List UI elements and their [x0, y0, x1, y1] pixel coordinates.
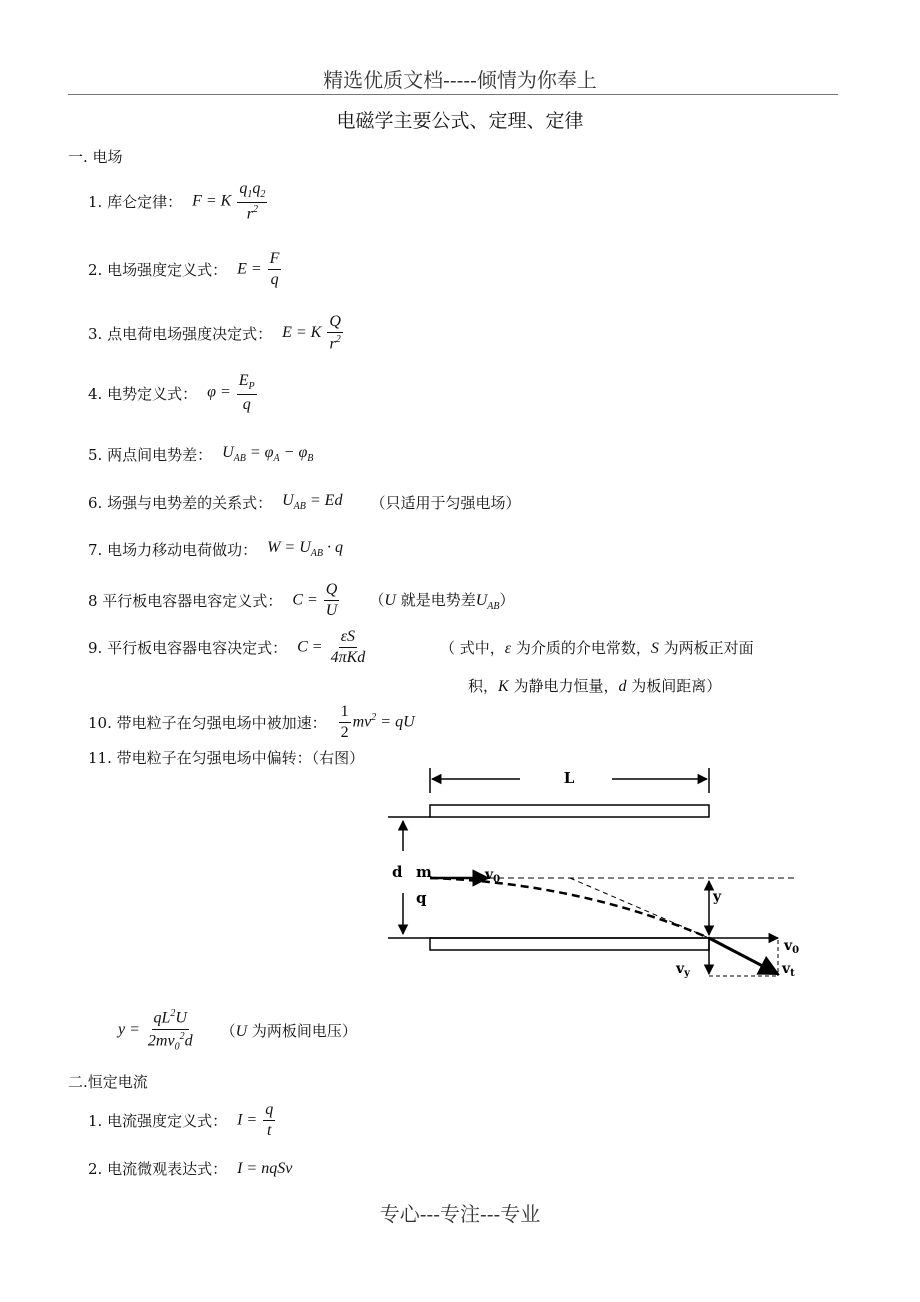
formula-note-line-1: （ 式中，ε 为介质的介电常数，S 为两板正对面 — [440, 639, 754, 657]
page-header: 精选优质文档-----倾情为你奉上 — [323, 68, 597, 92]
formula-expression: I = $\frac{q}{t}$ — [237, 1101, 274, 1140]
formula-expression: E = $\frac{F}{q}$ — [237, 250, 280, 289]
formula-note: （U 为两板间电压） — [220, 1021, 357, 1040]
label-L: L — [563, 769, 575, 787]
formula-expression: E = K $\frac{Q}{r^2}$ — [282, 313, 341, 353]
formula-expression: F = K $\frac{q_1q_2}{r^2}$ — [192, 180, 266, 223]
tangent-dashed-line — [570, 878, 709, 938]
formula-expression: I = nqSv — [237, 1159, 293, 1177]
page-footer: 专心---专注---专业 — [379, 1202, 541, 1226]
trajectory-curve — [430, 878, 709, 938]
label-vy: $v_y$ — [676, 961, 690, 979]
formula-potential-difference — [88, 444, 313, 465]
formula-label: 6. 场强与电势差的关系式： — [88, 494, 273, 512]
formula-label: 8 平行板电容器电容定义式： — [88, 592, 283, 611]
formula-work — [88, 539, 343, 560]
label-m: m — [416, 863, 432, 881]
formula-current-definition — [88, 1101, 277, 1141]
section-current: 二.恒定电流 — [68, 1073, 148, 1091]
formula-expression: $W = U_{AB} \cdot q$ — [267, 539, 343, 560]
formula-note: （只适用于匀强电场） — [370, 494, 521, 512]
upper-plate — [430, 805, 709, 817]
formula-coulomb — [88, 180, 269, 223]
formula-expression: y = $\frac{qL^2U}{2mv_0^2d}$ — [118, 1008, 193, 1053]
formula-expression: C = $\frac{\varepsilon S}{\text{4πKd}}$ — [297, 628, 366, 667]
formula-capacitance-determination — [88, 628, 369, 668]
formula-deflection-heading — [88, 747, 364, 768]
formula-deflection — [118, 1008, 357, 1053]
vt-arrow — [709, 938, 778, 974]
section-electric-field: 一. 电场 — [68, 148, 123, 166]
document-title: 电磁学主要公式、定理、定律 — [336, 110, 584, 132]
label-vt: $v_t$ — [782, 961, 795, 979]
formula-expression: $U_{AB} = \varphi_A - \varphi_B$ — [222, 444, 314, 465]
formula-capacitance-definition — [88, 581, 515, 621]
formula-label: 9. 平行板电容器电容决定式： — [88, 639, 288, 658]
formula-acceleration — [88, 703, 415, 743]
formula-point-charge-field — [88, 313, 345, 354]
formula-label: 1. 电流强度定义式： — [88, 1112, 228, 1131]
formula-label: 10. 带电粒子在匀强电场中被加速： — [88, 714, 327, 733]
label-exit-v0: $v_0$ — [784, 938, 800, 956]
formula-potential — [88, 372, 259, 414]
formula-label: 4. 电势定义式： — [88, 384, 198, 403]
formula-field-definition — [88, 250, 283, 290]
formula-field-potential-relation — [88, 492, 520, 513]
formula-label: 1. 库仑定律： — [88, 193, 183, 212]
label-q: q — [416, 889, 427, 907]
formula-note-line-2: 积，K 为静电力恒量，d 为板间距离） — [468, 677, 722, 695]
label-d: d — [392, 863, 403, 881]
label-y: y — [713, 889, 722, 905]
formula-note: （U 就是电势差$U_{AB}$） — [369, 591, 515, 613]
formula-label: 3. 点电荷电场强度决定式： — [88, 325, 273, 344]
formula-current-microscopic — [88, 1158, 292, 1179]
formula-expression: $\frac{1}{2}$ $mv^2$ = qU — [340, 703, 415, 742]
formula-expression: C = $\frac{Q}{U}$ — [292, 581, 338, 620]
label-v0: $v_0$ — [485, 867, 501, 885]
header-divider — [68, 94, 838, 95]
formula-label: 7. 电场力移动电荷做功： — [88, 541, 258, 559]
formula-label: 2. 电流微观表达式： — [88, 1160, 228, 1178]
formula-expression: $U_{AB} = Ed$ — [282, 492, 343, 513]
formula-expression: φ = $\frac{E_P}{q}$ — [207, 372, 255, 413]
deflection-diagram — [380, 765, 820, 990]
formula-label: 11. 带电粒子在匀强电场中偏转：（右图） — [88, 749, 365, 767]
formula-label: 2. 电场强度定义式： — [88, 261, 228, 280]
lower-plate — [430, 938, 709, 950]
formula-label: 5. 两点间电势差： — [88, 446, 213, 464]
